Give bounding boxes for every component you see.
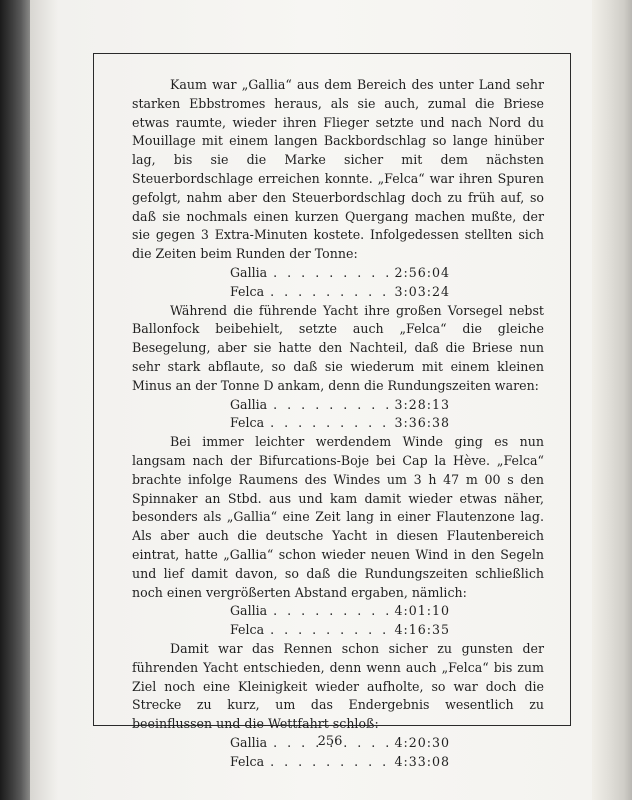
leader-dots: [267, 264, 390, 283]
time-row-felca: [230, 283, 450, 302]
rounding-time: 4:33:08: [394, 753, 450, 769]
yacht-name: Gallia: [230, 396, 268, 412]
paragraph: Bei immer leichter werdendem Winde ging es nun langsam nach der Bifurcations-Boje bei Cap la Hève. „Felca“ brachte infolge Raumens des Windes um 3 h 47 m 00 s den Spinnaker an Stbd. aus und kam damit wieder etwas näher, besonders als „Gallia“ eine Zeit lang in einer Flautenzone lag. Als aber auch die deutsche Yacht in diesen Flautenbereich eintrat, hatte „Gallia“ schon wieder neuen Wind in den Segeln und lief damit davon, so daß die Rundungszeiten schließlich noch einen vergrößerten Abstand ergaben, nämlich:: [132, 434, 544, 600]
page-number: 256: [317, 734, 343, 749]
yacht-name: Gallia: [230, 603, 268, 619]
time-row-felca: [230, 753, 450, 772]
time-row-gallia: [230, 602, 450, 621]
yacht-name: Felca: [230, 622, 265, 638]
rounding-time: 2:56:04: [394, 264, 450, 280]
book-spine-shadow: [0, 0, 30, 800]
leader-dots: [267, 602, 390, 621]
time-row-gallia: [230, 396, 450, 415]
leader-dots: [264, 414, 390, 433]
rounding-time: 3:36:38: [394, 415, 450, 431]
yacht-name: Gallia: [230, 734, 268, 750]
yacht-name: Felca: [230, 283, 265, 299]
paragraph: Während die führende Yacht ihre großen Vorsegel nebst Ballonfock beibehielt, setzte auch „Felca“ die gleiche Besegelung, aber sie hatte den Nachteil, daß die Briese nun sehr stark abflaute, so daß sie wiederum mit einem kleinen Minus an der Tonne D ankam, denn die Rundungszeiten waren:: [132, 302, 544, 393]
page-text: [132, 76, 544, 771]
rounding-time: 4:01:10: [394, 603, 450, 619]
leader-dots: [264, 753, 390, 772]
time-row-felca: [230, 414, 450, 433]
leader-dots: [264, 621, 390, 640]
rounding-time: 4:20:30: [394, 734, 450, 750]
time-row-felca: [230, 621, 450, 640]
rounding-time: 3:28:13: [394, 396, 450, 412]
leader-dots: [267, 396, 390, 415]
rounding-time: 4:16:35: [394, 622, 450, 638]
paragraph: Damit war das Rennen schon sicher zu gunsten der führenden Yacht entschieden, denn wenn auch „Felca“ bis zum Ziel noch eine Kleinigkeit wieder aufholte, so war doch die Strecke zu kurz, um das Endergebnis wesentlich zu beeinflussen und die Wettfahrt schloß:: [132, 640, 544, 732]
yacht-name: Felca: [230, 415, 265, 431]
rounding-time: 3:03:24: [394, 283, 450, 299]
yacht-name: Felca: [230, 753, 265, 769]
time-row-gallia: [230, 264, 450, 283]
leader-dots: [264, 283, 390, 302]
paragraph: Kaum war „Gallia“ aus dem Bereich des unter Land sehr starken Ebbstromes heraus, als sie auch, zumal die Briese etwas raumte, wieder ihren Flieger setzte und nach Nord du Mouillage mit einem langen Backbordschlag so lange hinüber lag, bis sie die Marke sicher mit dem nächsten Steuerbordschlage erreichen konnte. „Felca“ war ihren Spuren gefolgt, nahm aber den Steuerbordschlag doch zu früh auf, so daß sie nochmals einen kurzen Quergang machen mußte, der sie gegen 3 Extra-Minuten kostete. Infolgedessen stellten sich die Zeiten beim Runden der Tonne:: [132, 77, 544, 262]
next-page-edge: [592, 0, 632, 800]
yacht-name: Gallia: [230, 264, 268, 280]
